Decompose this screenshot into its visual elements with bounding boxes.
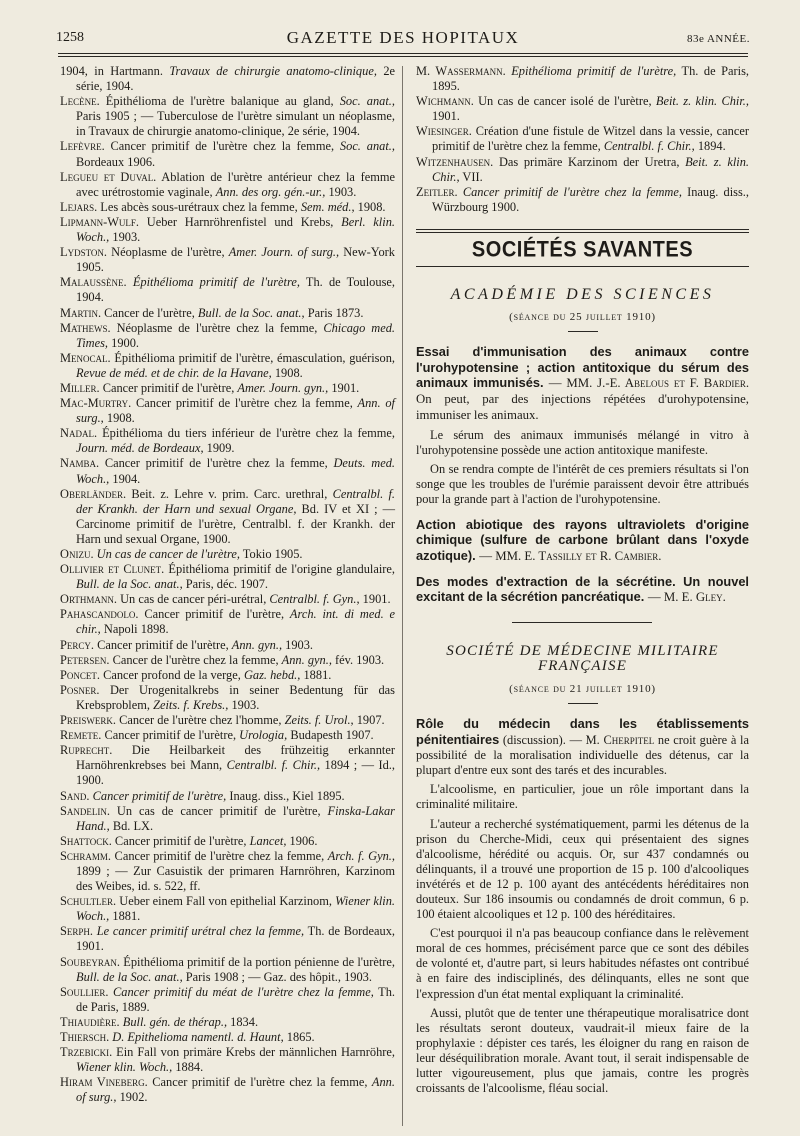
- header-rule-2: [58, 56, 748, 57]
- entry-source: Bull. gén. de thérap.,: [122, 1014, 228, 1029]
- society-heading: SOCIÉTÉ DE MÉDECINE MILITAIRE FRANÇAISE: [446, 642, 719, 674]
- page-header: [56, 28, 750, 50]
- bibliography-left-column: [60, 64, 395, 1105]
- entry-title: Ein Fall von primäre Krebs der männlichen Harnröhre,: [112, 1045, 395, 1060]
- entry-title: Ueber Harnröhrenfistel und Krebs,: [139, 214, 342, 229]
- paragraph: Aussi, plutôt que de tenter une thérapeutique moralisatrice dont les résultats seront douteux, vaudrait-il mieux faire de la prophylaxie : dépister ces tarés, les éloigner du rang en raison de leur déséquilibration morale. Avant tout, il serait indispensable de lutter vigoureusement, plus que jamais, contre les progrès croissants de l'alcoolisme, fléau social.: [416, 1005, 749, 1096]
- entry-title: Un cas de cancer péri-urétral,: [117, 592, 270, 607]
- entry-title: Création d'une fistule de Witzel dans la vessie, cancer primitif de l'urètre chez la femme,: [432, 124, 749, 154]
- paragraph: L'auteur a recherché systématiquement, parmi les détenus de la prison du Cherche-Midi, ceux qui présentaient des signes d'alcoolisme, hérédité ou acquis. Or, sur 437 condamnés ou délinquants, il a trouvé une proportion de 15 p. 100 d'alcooliques invétérés et de 12 p. 100 ayant des antécédents héréditaires non douteux. Sur 186 insoumis ou condamnés de droit commun, 6 p. 100 étaient alcooliques et 12 p. 100 des héréditaires.: [416, 816, 749, 922]
- bibliography-entry: [60, 306, 395, 321]
- bibliography-entry: [60, 924, 395, 954]
- short-rule: [568, 703, 598, 704]
- short-rule: [568, 331, 598, 332]
- entry-details: Inaug. diss., Würzbourg 1900.: [432, 184, 749, 214]
- entry-details: Paris, déc. 1907.: [182, 577, 269, 592]
- bibliography-entry: [60, 547, 395, 562]
- bibliography-entry: [60, 321, 395, 351]
- paragraph: L'alcoolisme, en particulier, joue un rôle important dans la criminalité militaire.: [416, 782, 749, 812]
- entry-author: Lefèvre.: [60, 139, 105, 154]
- section-title: SOCIÉTÉS SAVANTES: [471, 237, 694, 263]
- entry-source: Arch. int. di med. e chir.,: [76, 607, 395, 637]
- entry-details: 1894.: [694, 139, 726, 154]
- entry-author: Mac-Murtry.: [60, 396, 132, 411]
- entry-source: Deuts. med. Woch.,: [76, 456, 395, 486]
- entry-source: Épithélioma primitif de l'urètre,: [132, 275, 300, 290]
- bibliography-entry: [60, 955, 395, 985]
- bibliography-entry: [60, 426, 395, 456]
- entry-author: Thiersch.: [60, 1030, 110, 1044]
- entry-author: Orthmann.: [60, 592, 118, 607]
- entry-source: Cancer primitif de l'urètre,: [92, 788, 227, 803]
- entry-source: Ann. gyn.,: [281, 652, 332, 667]
- entry-details: 1899 ; — Zur Casuistik der primaren Harnröhren, Karzinom des Weibes, id. s. 522, ff.: [76, 863, 395, 894]
- entry-author: Remete.: [60, 728, 102, 743]
- entry-source: Centralbl. f. Gyn.,: [269, 592, 360, 607]
- entry-source: Soc. anat.,: [339, 139, 395, 154]
- entry-source: Epithélioma primitif de l'urètre,: [511, 64, 677, 78]
- entry-details: 2e série, 1904.: [76, 64, 396, 94]
- paragraph: C'est pourquoi il n'a pas beaucoup confiance dans le relèvement moral de ces hommes, précisément parce que ce sont des débiles de volonté et, d'autre part, si leurs habitudes néfastes ont contribué à en faire des indisciplinés, des délinquants, elles ne sont que l'expression d'un état mental expliquant la criminalité.: [416, 926, 749, 1001]
- bibliography-entry: [416, 94, 749, 124]
- entry-source: Le cancer primitif urétral chez la femme,: [96, 924, 305, 939]
- entry-source: Urologia,: [239, 728, 288, 743]
- entry-details: Th. de Paris, 1895.: [432, 64, 749, 94]
- entry-title: Épithélioma primitif de l'urètre, émasculation, guérison,: [110, 350, 395, 365]
- entry-source: Soc. anat.,: [339, 94, 395, 109]
- entry-title: Les abcès sous-urétraux chez la femme,: [97, 199, 301, 214]
- bibliography-entry: [60, 562, 395, 592]
- communication-title: Essai d'immunisation des animaux contre l'urohypotensine ; action antitoxique du sérum des animaux immunisés. — MM. J.-E. Abelous et F. Bardier. On peut, par des injections répétées d'urohypotensine, immuniser les animaux.: [416, 344, 750, 423]
- bibliography-entry: [60, 1015, 395, 1030]
- entry-title: Cancer primitif de l'urètre,: [101, 728, 240, 743]
- entry-title: Un cas de cancer primitif de l'urètre,: [109, 803, 328, 818]
- academy-heading: ACADÉMIE DES SCIENCES: [450, 286, 715, 304]
- bibliography-entry: [60, 683, 395, 713]
- entry-source: Zeits. f. Urol.,: [284, 713, 354, 728]
- entry-title: Cancer de l'urètre chez la femme,: [109, 652, 282, 667]
- entry-title: Die Heilbarkeit des frühzeitig erkannter Harnöhrenkrebses bei Mann,: [76, 743, 395, 773]
- entry-title: Épithélioma du tiers inférieur de l'urètre chez la femme,: [97, 426, 395, 441]
- entry-author: Lejars.: [60, 199, 98, 214]
- entry-source: Centralbl. f. Chir.,: [603, 139, 695, 154]
- entry-source: Bull. de la Soc. anat.,: [76, 577, 183, 592]
- entry-details: 1903.: [109, 230, 141, 245]
- entry-author: Legueu et Duval.: [60, 169, 157, 184]
- entry-title: Cancer profond de la verge,: [100, 667, 244, 682]
- bibliography-entry: [60, 713, 395, 728]
- bibliography-entry: [60, 245, 395, 275]
- entry-source: Un cas de cancer de l'urètre,: [96, 547, 240, 561]
- entry-title: Cancer primitif de l'urètre chez la femme,: [99, 456, 334, 471]
- bibliography-entry: [416, 155, 749, 185]
- bibliography-entry: [416, 124, 749, 154]
- entry-author: Zeitler.: [416, 184, 458, 199]
- discussion-author: Cherpitel: [603, 733, 655, 748]
- communication-title: Action abiotique des rayons ultraviolets d'origine chimique (sulfure de carbone brûlant dans l'oxyde azotique). — MM. E. Tassilly et R. Cambier.: [416, 517, 749, 563]
- bibliography-entry: [60, 728, 395, 743]
- paragraph: Le sérum des animaux immunisés mélangé in vitro à l'urohypotensine possède une action antitoxique manifeste.: [416, 427, 749, 457]
- bibliography-entry: [60, 1075, 395, 1105]
- entry-details: 1881.: [300, 667, 332, 682]
- entry-title: Cancer primitif de l'urètre,: [138, 607, 290, 622]
- entry-details: 1901.: [432, 109, 460, 124]
- bibliography-entry: [60, 607, 395, 637]
- entry-source: Centralbl. f. Chir.,: [226, 758, 321, 773]
- entry-author: Schultler.: [60, 894, 117, 909]
- entry-author: Namba.: [60, 456, 100, 471]
- bibliography-entry: [60, 200, 395, 215]
- entry-details: 1894 ; — Id., 1900.: [76, 758, 395, 788]
- entry-source: Bull. de la Soc. anat.,: [197, 305, 305, 320]
- society-session-date: (séance du 21 juillet 1910): [509, 682, 656, 695]
- entry-details: 1903.: [282, 637, 314, 652]
- entry-details: Bd. LX.: [109, 818, 154, 833]
- entry-details: 1903.: [228, 697, 260, 712]
- entry-author: Trzebicki.: [60, 1045, 113, 1060]
- entry-author: Witzenhausen.: [416, 154, 494, 169]
- entry-author: M. Wassermann.: [416, 64, 506, 78]
- entry-source: Sem. méd.,: [300, 199, 355, 214]
- entry-details: 1834.: [227, 1014, 259, 1029]
- entry-details: 1902.: [116, 1090, 148, 1105]
- bibliography-entry: [60, 1045, 395, 1075]
- entry-title: Cancer primitif de l'urètre chez la femme,: [111, 848, 328, 863]
- bibliography-entry: [60, 396, 395, 426]
- section-double-rule: [416, 229, 749, 233]
- entry-details: VII.: [459, 169, 483, 184]
- entry-details: Paris 1905 ; — Tuberculose de l'urètre simulant un néoplasme, in Travaux de chirurgie anatomo-clinique, 2e série, 1904.: [76, 109, 395, 139]
- entry-details: Paris 1908 ; — Gaz. des hôpit., 1903.: [182, 969, 372, 984]
- discussion-label: (discussion). — M.: [499, 733, 604, 748]
- entry-source: Zeits. f. Krebs.,: [153, 697, 229, 712]
- entry-details: 1881.: [109, 909, 141, 924]
- entry-source: D. Epithelioma namentl. d. Haunt,: [112, 1030, 284, 1044]
- bibliography-entry: [60, 894, 395, 924]
- entry-title: Beit. z. Lehre v. prim. Carc. urethral,: [126, 486, 333, 501]
- communication-authors: M. E. Gley.: [663, 590, 726, 605]
- entry-source: Arch. f. Gyn.,: [327, 848, 395, 863]
- bibliography-entry: [60, 789, 395, 804]
- entry-details: 1884.: [172, 1060, 204, 1075]
- communication-title: Des modes d'extraction de la sécrétine. Un nouvel excitant de la sécrétion pancréatique. — M. E. Gley.: [416, 574, 749, 605]
- entry-source: Travaux de chirurgie anatomo-clinique,: [169, 64, 377, 78]
- entry-details: fév. 1903.: [331, 652, 385, 667]
- communication-authors: MM. E. Tassilly et R. Cambier.: [495, 548, 662, 563]
- entry-author: Sand.: [60, 788, 90, 803]
- entry-details: 1865.: [283, 1030, 315, 1044]
- entry-title: Néoplasme de l'urètre chez la femme,: [110, 320, 324, 335]
- entry-author: Preiswerk.: [60, 713, 116, 728]
- communication-title-text: Essai d'immunisation des animaux contre l'urohypotensine ; action antitoxique du sérum des animaux immunisés.: [416, 344, 749, 390]
- entry-title: Ablation de l'urètre antérieur chez la femme avec urétrostomie vaginale,: [76, 169, 396, 199]
- entry-details: Bordeaux 1906.: [76, 154, 156, 169]
- entry-details: Th. de Paris, 1889.: [76, 984, 395, 1014]
- entry-details: 1908.: [103, 411, 135, 426]
- entry-author: Wichmann.: [416, 94, 474, 109]
- entry-title: Cancer de l'urètre,: [101, 305, 198, 320]
- entry-author: Malaussène.: [60, 275, 127, 290]
- entry-author: Shattock.: [60, 833, 112, 848]
- entry-source: Wiener klin. Woch.,: [76, 894, 395, 924]
- entry-source: Beit. z. klin. Chir.,: [432, 154, 749, 184]
- entry-author: Sandelin.: [60, 803, 110, 818]
- paragraph: On se rendra compte de l'intérêt de ces premiers résultats si l'on songe que les troubles de l'urémie paraissent devoir être attribués pour la grande part à l'action de l'urohypotensine.: [416, 461, 749, 507]
- entry-author: Martin.: [60, 305, 102, 320]
- entry-title: Néoplasme de l'urètre,: [107, 245, 229, 260]
- entry-details: Th. de Toulouse, 1904.: [76, 275, 395, 305]
- bibliography-entry: [60, 215, 395, 245]
- right-column: [416, 64, 749, 1096]
- bibliography-entry: [60, 381, 395, 396]
- entry-title: Cancer de l'urètre chez l'homme,: [116, 713, 285, 728]
- entry-title: Épithélioma primitif de la portion pénienne de l'urètre,: [120, 954, 395, 969]
- entry-title: Un cas de cancer isolé de l'urètre,: [473, 94, 656, 109]
- entry-author: Pahascandolo.: [60, 607, 139, 622]
- entry-source: Ann. of surg.,: [76, 396, 395, 426]
- entry-title: Cancer primitif de l'urètre chez la femme,: [147, 1075, 372, 1090]
- page-number: 1258: [56, 30, 84, 45]
- discussion-paragraph: [416, 716, 749, 778]
- communication-authors: MM. J.-E. Abelous et F. Bardier.: [566, 375, 750, 390]
- entry-author: Serph.: [60, 924, 93, 939]
- entry-source: Beit. z. klin. Chir.,: [655, 94, 749, 109]
- entry-details: 1907.: [353, 713, 385, 728]
- entry-source: Centralbl. f. der Krankh. der Harn und sexual Organe,: [76, 486, 395, 516]
- header-rule: [58, 53, 748, 54]
- entry-source: Ann. of surg.,: [76, 1075, 395, 1105]
- entry-author: Mathews.: [60, 320, 111, 335]
- entry-details: 1900.: [108, 335, 140, 350]
- entry-title: Cancer primitif de l'urètre,: [99, 380, 238, 395]
- communication-title-text: Des modes d'extraction de la sécrétine. Un nouvel excitant de la sécrétion pancréatique.: [416, 574, 749, 605]
- bibliography-entry: [60, 64, 395, 94]
- entry-author: Lecène.: [60, 94, 100, 109]
- entry-details: Tokio 1905.: [239, 547, 303, 561]
- bibliography-entry: [60, 139, 395, 169]
- discussion-title: Rôle du médecin dans les établissements pénitentiaires: [416, 715, 749, 748]
- entry-source: Cancer primitif du méat de l'urètre chez la femme,: [113, 984, 374, 999]
- entry-title: Ueber einem Fall von epithelial Karzinom,: [116, 894, 336, 909]
- entry-source: Cancer primitif de l'urètre chez la femme,: [462, 184, 682, 199]
- entry-details: 1908.: [271, 365, 303, 380]
- bibliography-right-column: [416, 64, 749, 215]
- communication-summary: On peut, par des injections répétées d'urohypotensine, immuniser les animaux.: [416, 392, 749, 423]
- entry-author: Miller.: [60, 380, 100, 395]
- entry-author: Schramm.: [60, 848, 111, 863]
- entry-source: Ann. des org. gén.-ur.,: [215, 184, 326, 199]
- entry-details: Budapesth 1907.: [287, 728, 374, 743]
- bibliography-entry: [60, 275, 395, 305]
- entry-title: Épithélioma primitif de l'origine glandulaire,: [164, 562, 395, 577]
- entry-author: Menocal.: [60, 350, 111, 365]
- entry-source: Lancet,: [249, 833, 287, 848]
- bibliography-entry: [60, 638, 395, 653]
- bibliography-entry: [60, 456, 395, 486]
- entry-author: Posner.: [60, 682, 100, 697]
- entry-source: Gaz. hebd.,: [243, 667, 301, 682]
- bibliography-entry: [416, 185, 749, 215]
- bibliography-entry: [60, 94, 395, 139]
- entry-source: Wiener klin. Woch.,: [76, 1060, 173, 1075]
- volume-year: 83e ANNÉE.: [686, 33, 750, 45]
- entry-details: 1906.: [286, 833, 318, 848]
- bibliography-entry: [60, 834, 395, 849]
- entry-author: Poncet.: [60, 667, 100, 682]
- discussion-text: ne croit guère à la possibilité de la moralisation individuelle des détenus, car la plupart d'entre eux sont des tarés et des incurables.: [416, 733, 749, 778]
- entry-title: 1904, in Hartmann.: [60, 64, 170, 78]
- entry-author: Thiaudière.: [60, 1014, 120, 1029]
- bibliography-entry: [60, 653, 395, 668]
- ornament-divider: [416, 616, 749, 630]
- entry-author: Lipmann-Wulf.: [60, 214, 139, 229]
- entry-source: Revue de méd. et de chir. de la Havane,: [76, 365, 272, 380]
- bibliography-entry: [60, 849, 395, 894]
- entry-source: Chicago med. Times,: [76, 320, 395, 350]
- bibliography-entry: [60, 804, 395, 834]
- entry-details: Paris 1873.: [304, 305, 364, 320]
- entry-author: Soullier.: [60, 984, 109, 999]
- entry-title: Cancer primitif de l'urètre,: [94, 637, 232, 652]
- entry-title: Das primäre Karzinom der Uretra,: [493, 154, 686, 169]
- entry-title: Cancer primitif de l'urètre,: [111, 833, 250, 848]
- entry-source: Amer. Journ. of surg.,: [228, 245, 340, 260]
- bibliography-entry: [60, 592, 395, 607]
- entry-title: Cancer primitif de l'urètre chez la femme,: [104, 139, 340, 154]
- entry-author: Lydston.: [60, 245, 108, 260]
- column-divider: [402, 66, 403, 1126]
- bibliography-entry: [60, 351, 395, 381]
- entry-details: Inaug. diss., Kiel 1895.: [226, 788, 345, 803]
- entry-author: Wiesinger.: [416, 124, 472, 139]
- entry-source: Amer. Journ. gyn.,: [237, 380, 329, 395]
- entry-source: Ann. gyn.,: [231, 637, 283, 652]
- entry-details: 1901.: [359, 592, 391, 607]
- entry-author: Oberländer.: [60, 486, 127, 501]
- entry-details: New-York 1905.: [76, 245, 395, 275]
- entry-source: Finska-Lakar Hand.,: [76, 803, 395, 833]
- entry-author: Soubeyran.: [60, 954, 120, 969]
- entry-details: 1909.: [203, 441, 235, 456]
- entry-details: 1903.: [325, 184, 357, 199]
- entry-author: Ollivier et Cluneт.: [60, 562, 165, 577]
- entry-source: Bull. de la Soc. anat.,: [76, 969, 183, 984]
- entry-details: 1901.: [328, 380, 360, 395]
- bibliography-entry: [60, 668, 395, 683]
- bibliography-entry: [60, 1030, 395, 1045]
- bibliography-entry: [416, 64, 749, 94]
- entry-author: Petersen.: [60, 652, 110, 667]
- entry-author: Onizu.: [60, 547, 94, 561]
- entry-details: Th. de Bordeaux, 1901.: [76, 924, 395, 954]
- entry-title: Épithélioma de l'urètre balanique au gland,: [99, 94, 340, 109]
- bibliography-entry: [60, 487, 395, 547]
- section-rule: [416, 266, 749, 267]
- entry-details: Napoli 1898.: [100, 622, 169, 637]
- journal-title: GAZETTE DES HOPITAUX: [286, 28, 520, 47]
- entry-author: Ruprecht.: [60, 743, 113, 758]
- bibliography-entry: [60, 985, 395, 1015]
- entry-details: 1908.: [354, 199, 386, 214]
- entry-author: Percy.: [60, 637, 94, 652]
- bibliography-entry: [60, 170, 395, 200]
- entry-source: Journ. méd. de Bordeaux,: [76, 441, 204, 456]
- academy-session-date: (séance du 25 juillet 1910): [509, 311, 656, 324]
- entry-source: Berl. klin. Woch.,: [76, 214, 395, 245]
- entry-author: Hiram Vineberg.: [60, 1075, 148, 1090]
- bibliography-entry: [60, 743, 395, 788]
- entry-details: 1904.: [109, 471, 141, 486]
- entry-details: Bd. IV et XI ; — Carcinome primitif de l'urètre, Centralbl. f. der Krankh. der Harn und sexual Organe, 1900.: [76, 501, 395, 546]
- entry-author: Nadal.: [60, 426, 98, 441]
- communication-title-text: Action abiotique des rayons ultraviolets d'origine chimique (sulfure de carbone brûlant dans l'oxyde azotique).: [416, 517, 749, 563]
- entry-title: Cancer primitif de l'urètre chez la femme,: [131, 396, 358, 411]
- entry-title: Der Urogenitalkrebs in seiner Bedentung für das Krebsproblem,: [76, 682, 395, 712]
